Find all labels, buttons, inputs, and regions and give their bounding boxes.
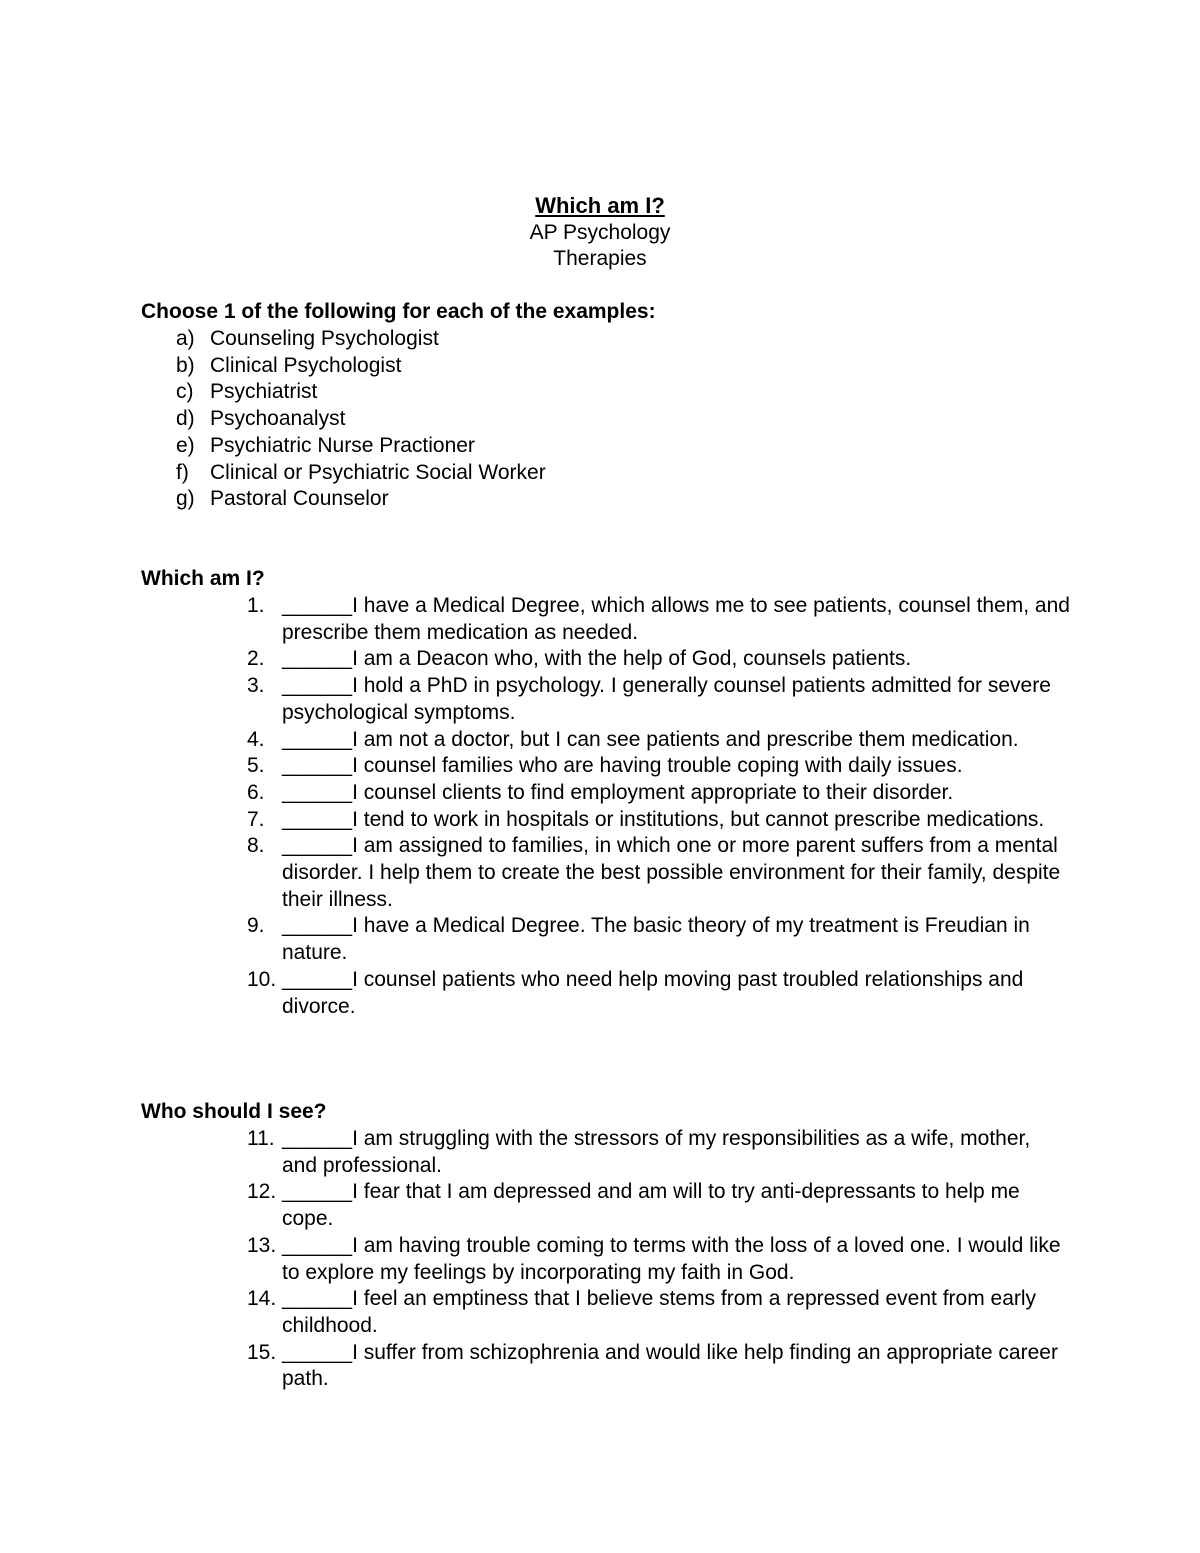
choice-letter: e) (176, 433, 195, 457)
course-name: AP Psychology (529, 220, 671, 244)
question-number: 9. (247, 914, 265, 938)
question-number: 14. (247, 1287, 277, 1311)
question-text: ______I counsel patients who need help moving past troubled relationships and divorce. (282, 967, 1024, 1018)
section-heading-who-should-i-see: Who should I see? (141, 1100, 327, 1123)
question-number: 8. (247, 834, 265, 858)
choices-heading: Choose 1 of the following for each of the examples: (141, 300, 656, 323)
question-item (241, 1286, 1071, 1339)
choice-text: Clinical or Psychiatric Social Worker (210, 460, 546, 484)
question-number: 3. (247, 674, 265, 698)
question-item (241, 753, 1071, 780)
question-number: 4. (247, 727, 265, 751)
question-text: ______I have a Medical Degree, which allows me to see patients, counsel them, and prescribe them medication as needed. (282, 594, 1070, 644)
question-list-which-am-i (241, 593, 1071, 1020)
question-text: ______I hold a PhD in psychology. I generally counsel patients admitted for severe psychological symptoms. (282, 674, 1051, 724)
question-number: 12. (247, 1180, 277, 1204)
question-text: ______I feel an emptiness that I believe stems from a repressed event from early childhood. (282, 1287, 1037, 1337)
question-item (241, 913, 1071, 966)
choice-item (176, 486, 546, 513)
question-item (241, 673, 1071, 726)
choice-item (176, 326, 546, 353)
question-text: ______I am struggling with the stressors of my responsibilities as a wife, mother, and professional. (282, 1127, 1031, 1177)
question-text: ______I am a Deacon who, with the help of God, counsels patients. (282, 647, 912, 671)
question-number: 10. (247, 967, 277, 991)
worksheet-header (0, 193, 1200, 273)
question-item (241, 727, 1071, 754)
question-text: ______I am not a doctor, but I can see patients and prescribe them medication. (282, 727, 1019, 751)
choice-item (176, 353, 546, 380)
question-item (241, 1126, 1071, 1179)
question-item (241, 593, 1071, 646)
choice-text: Psychiatric Nurse Practioner (210, 433, 475, 457)
choice-text: Counseling Psychologist (210, 327, 439, 350)
choice-item (176, 379, 546, 406)
question-list-who-should-i-see (241, 1126, 1071, 1393)
question-number: 13. (247, 1233, 277, 1257)
question-number: 15. (247, 1340, 277, 1364)
question-text: ______I fear that I am depressed and am will to try anti-depressants to help me cope. (282, 1180, 1020, 1231)
page-title: Which am I? (535, 193, 665, 218)
question-number: 11. (247, 1127, 275, 1150)
section-heading-which-am-i: Which am I? (141, 567, 265, 590)
question-number: 7. (247, 807, 265, 831)
choice-item (176, 460, 546, 487)
choice-letter: b) (176, 353, 195, 377)
question-text: ______I am assigned to families, in which one or more parent suffers from a mental disorder. I help them to create the best possible environment for their family, despite their illness. (282, 834, 1061, 911)
question-item (241, 833, 1071, 913)
topic-name: Therapies (553, 247, 647, 271)
choices-list (176, 326, 546, 513)
question-item (241, 646, 1071, 673)
question-number: 2. (247, 647, 265, 671)
question-item (241, 1179, 1071, 1232)
question-item (241, 807, 1071, 834)
question-text: ______I tend to work in hospitals or institutions, but cannot prescribe medications. (282, 807, 1045, 831)
choice-letter: a) (176, 327, 195, 350)
choice-text: Clinical Psychologist (210, 353, 402, 377)
choice-letter: d) (176, 407, 195, 431)
question-text: ______I am having trouble coming to terms with the loss of a loved one. I would like to explore my feelings by incorporating my faith in God. (282, 1233, 1061, 1284)
choice-letter: f) (176, 460, 189, 484)
question-number: 5. (247, 754, 265, 778)
question-number: 6. (247, 780, 265, 804)
choice-letter: c) (176, 380, 194, 404)
choice-text: Pastoral Counselor (210, 487, 389, 511)
choice-letter: g) (176, 487, 195, 511)
question-text: ______I suffer from schizophrenia and would like help finding an appropriate career path. (282, 1340, 1058, 1391)
question-item (241, 780, 1071, 807)
question-text: ______I have a Medical Degree. The basic theory of my treatment is Freudian in nature. (282, 914, 1030, 965)
question-item (241, 1233, 1071, 1286)
question-number: 1. (247, 594, 265, 617)
question-text: ______I counsel families who are having trouble coping with daily issues. (282, 754, 963, 778)
question-item (241, 1340, 1071, 1393)
choice-item (176, 406, 546, 433)
question-item (241, 967, 1071, 1020)
question-text: ______I counsel clients to find employment appropriate to their disorder. (282, 780, 954, 804)
choice-text: Psychiatrist (210, 380, 318, 404)
choice-text: Psychoanalyst (210, 407, 346, 431)
choice-item (176, 433, 546, 460)
